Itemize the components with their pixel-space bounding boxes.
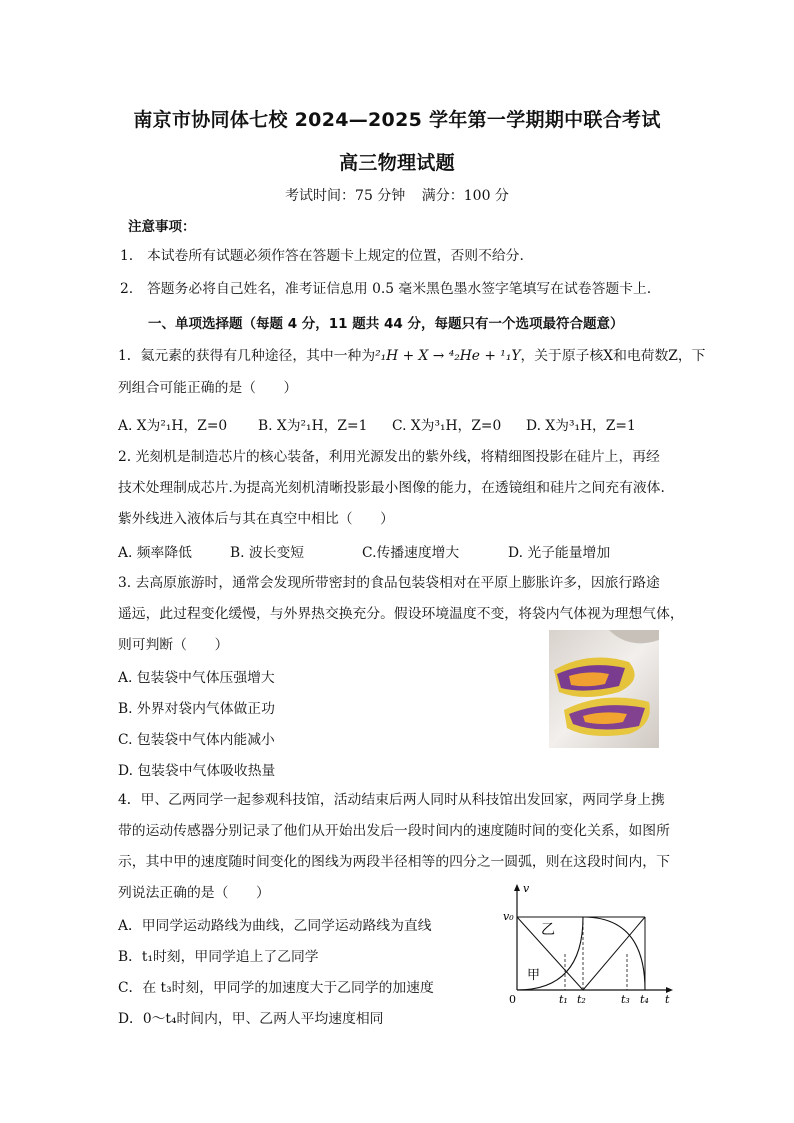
q3-option-c: C. 包装袋中气体内能减小 — [118, 732, 275, 748]
q1-option-d: D. X为³₁H，Z=1 — [526, 418, 636, 434]
q2-line-3: 紫外线进入液体后与其在真空中相比（ ） — [118, 511, 394, 527]
exam-title: 南京市协同体七校 2024—2025 学年第一学期期中联合考试 — [133, 109, 661, 131]
q1-option-c: C. X为³₁H，Z=0 — [392, 418, 502, 434]
label-t1: t₁ — [559, 993, 568, 1005]
q1-option-b: B. X为²₁H，Z=1 — [258, 418, 368, 434]
q3-option-b: B. 外界对袋内气体做正功 — [118, 701, 275, 717]
q4-line-1: 4．甲、乙两同学一起参观科技馆，活动结束后两人同时从科技馆出发回家，两同学身上携 — [118, 792, 665, 808]
q3-line-1: 3. 去高原旅游时，通常会发现所带密封的食品包装袋相对在平原上膨胀许多，因旅行路途 — [118, 575, 660, 591]
q4-option-b: B．t₁时刻，甲同学追上了乙同学 — [118, 949, 319, 965]
q4-option-d: D．0～t₄时间内，甲、乙两人平均速度相同 — [118, 1011, 384, 1027]
q2-option-b: B. 波长变短 — [230, 545, 305, 561]
q1-equation: ²₁H + X → ⁴₂He + ¹₁Y — [375, 348, 521, 364]
q1-stem-a: 1．氦元素的获得有几种途径，其中一种为 — [118, 348, 376, 364]
notice-heading: 注意事项： — [128, 219, 196, 235]
q1-stem-c: 列组合可能正确的是（ ） — [118, 380, 298, 396]
q2-option-a: A. 频率降低 — [118, 545, 192, 561]
q1-stem — [118, 346, 705, 366]
label-t: t — [665, 993, 670, 1005]
q3-line-2: 遥远，此过程变化缓慢，与外界热交换充分。假设环境温度不变，将袋内气体视为理想气体， — [118, 606, 684, 622]
q4-line-2: 带的运动传感器分别记录了他们从开始出发后一段时间内的速度随时间的变化关系，如图所 — [118, 823, 670, 839]
exam-meta — [0, 185, 794, 205]
q2-option-c: C.传播速度增大 — [362, 545, 460, 561]
notice-2: 2. 答题务必将自己姓名，准考证信息用 0.5 毫米黑色墨水签字笔填写在试卷答题卡上. — [120, 281, 652, 297]
label-t2: t₂ — [577, 993, 586, 1005]
q2-line-2: 技术处理制成芯片.为提高光刻机清晰投影最小图像的能力，在透镜组和硅片之间充有液体. — [118, 480, 665, 496]
q4-option-c: C．在 t₃时刻，甲同学的加速度大于乙同学的加速度 — [118, 980, 434, 996]
label-v: v — [523, 882, 530, 895]
q4-line-4: 列说法正确的是（ ） — [118, 885, 270, 901]
q2-line-1: 2. 光刻机是制造芯片的核心装备，利用光源发出的紫外线，将精细图投影在硅片上，再经 — [118, 449, 660, 465]
yi-line-down — [583, 917, 645, 990]
full-score: 满分：100 分 — [421, 188, 509, 204]
label-yi: 乙 — [541, 922, 555, 938]
exam-time: 考试时间：75 分钟 — [285, 188, 406, 204]
q3-option-d: D. 包装袋中气体吸收热量 — [118, 763, 276, 779]
q1-option-a: A. X为²₁H，Z=0 — [118, 418, 228, 434]
label-jia: 甲 — [527, 968, 541, 983]
label-origin: 0 — [509, 993, 516, 1005]
notice-1: 1. 本试卷所有试题必须作答在答题卡上规定的位置，否则不给分. — [120, 248, 524, 264]
q4-option-a: A．甲同学运动路线为曲线，乙同学运动路线为直线 — [118, 918, 432, 934]
snack-bag-photo — [549, 630, 659, 748]
q2-option-d: D. 光子能量增加 — [508, 545, 611, 561]
q1-stem-b: ，关于原子核X和电荷数Z，下 — [520, 348, 706, 364]
q3-option-a: A. 包装袋中气体压强增大 — [118, 670, 275, 686]
label-v0: v₀ — [503, 910, 514, 923]
q3-line-3: 则可判断（ ） — [118, 637, 229, 653]
section-heading: 一、单项选择题（每题 4 分，11 题共 44 分，每题只有一个选项最符合题意） — [148, 316, 624, 332]
q4-line-3: 示，其中甲的速度随时间变化的图线为两段半径相等的四分之一圆弧，则在这段时间内，下 — [118, 854, 670, 870]
label-t4: t₄ — [640, 993, 649, 1005]
exam-subtitle: 高三物理试题 — [339, 152, 455, 174]
label-t3: t₃ — [621, 993, 630, 1005]
vt-graph — [497, 880, 677, 1005]
